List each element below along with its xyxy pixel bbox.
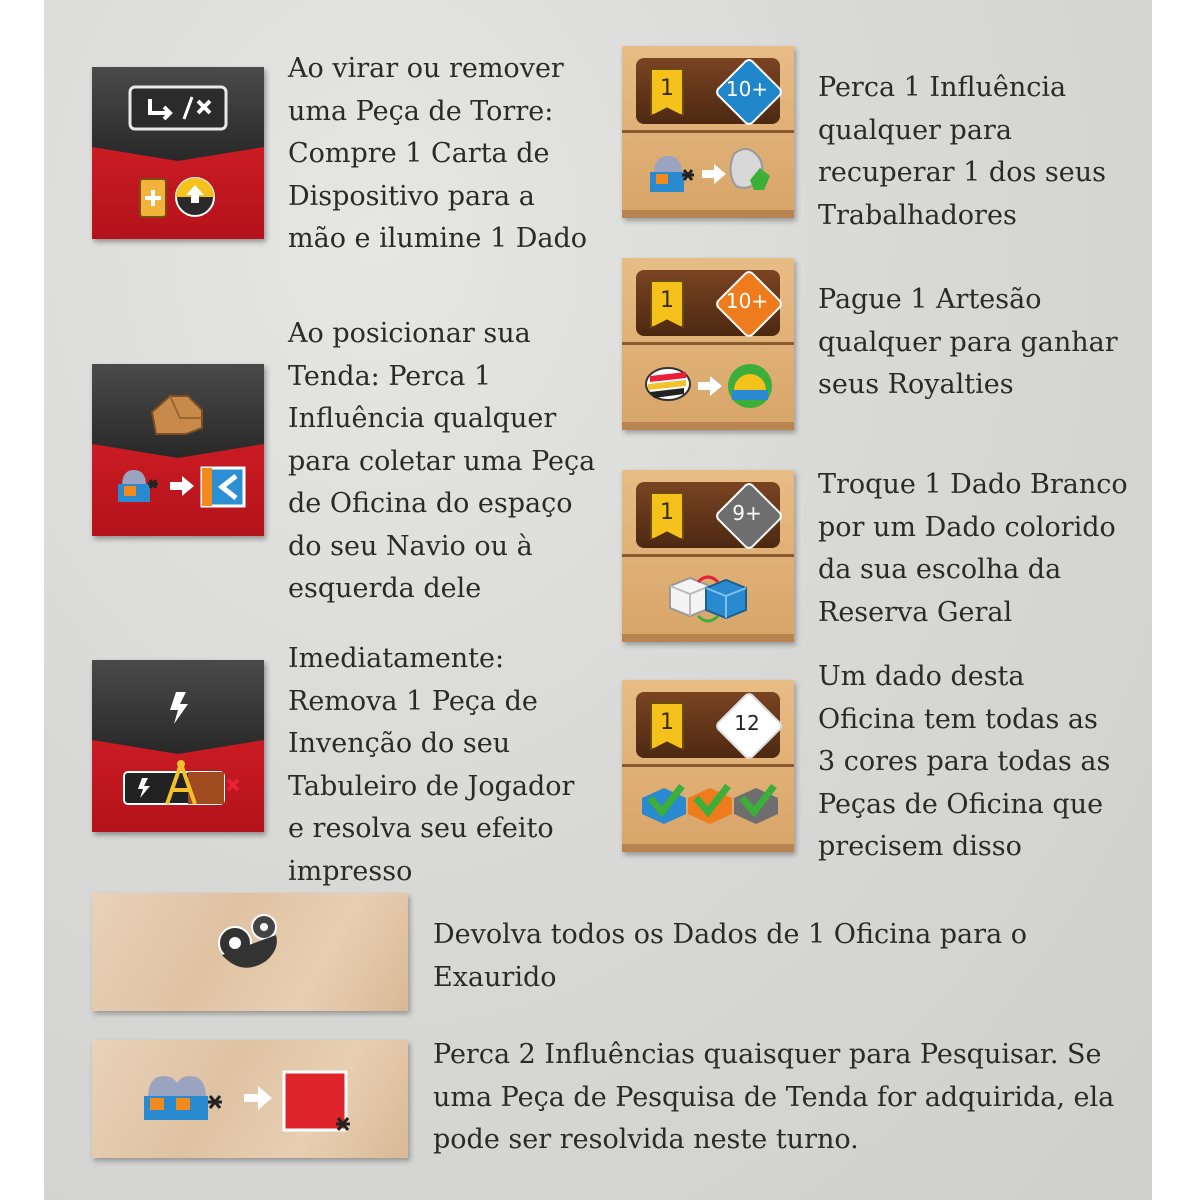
- tent-tile-text: Ao posicionar sua Tenda: Perca 1 Influência qualquer para coletar uma Peça de Oficina do espaço do seu Navio ou à esquerda dele: [288, 318, 596, 604]
- workshop-tile-1-text: Perca 1 Influência qualquer para recuperar 1 dos seus Trabalhadores: [818, 72, 1106, 231]
- workshop-tile-2: [622, 258, 794, 430]
- tile-4-level: 1: [660, 710, 674, 735]
- tent-tile: [92, 364, 264, 536]
- tent-icon: [92, 364, 264, 536]
- gears-icon: [92, 893, 408, 1011]
- exhaust-tile-text: Devolva todos os Dados de 1 Oficina para o Exaurido: [433, 919, 1027, 993]
- three-checkmarks-icon: [622, 768, 794, 844]
- recover-worker-icon: [622, 134, 794, 210]
- workshop-tile-3: [622, 470, 794, 642]
- tile-1-level: 1: [660, 76, 674, 101]
- tile-2-level: 1: [660, 288, 674, 313]
- workshop-tile-2-text: Pague 1 Artesão qualquer para ganhar seus Royalties: [818, 284, 1118, 400]
- tower-tile: [92, 67, 264, 239]
- invention-tile: [92, 660, 264, 832]
- tower-tile-text: Ao virar ou remover uma Peça de Torre: Compre 1 Carta de Dispositivo para a mão e ilumine 1 Dado: [288, 53, 587, 254]
- research-icon: [92, 1040, 408, 1158]
- royalties-icon: [622, 346, 794, 422]
- tile-3-level: 1: [660, 500, 674, 525]
- workshop-tile-1: [622, 46, 794, 218]
- research-tile: [92, 1040, 408, 1158]
- tile-2-die-value: 10+: [725, 289, 769, 313]
- tile-3-die-value: 9+: [732, 501, 762, 525]
- workshop-tile-4-text: Um dado desta Oficina tem todas as 3 cores para todas as Peças de Oficina que precisem disso: [818, 661, 1111, 862]
- workshop-tile-3-text: Troque 1 Dado Branco por um Dado colorido da sua escolha da Reserva Geral: [818, 469, 1128, 628]
- tile-1-die-value: 10+: [725, 77, 769, 101]
- workshop-tile-4: [622, 680, 794, 852]
- research-tile-text: Perca 2 Influências quaisquer para Pesquisar. Se uma Peça de Pesquisa de Tenda for adquirida, ela pode ser resolvida neste turno.: [433, 1039, 1115, 1155]
- invention-tile-text: Imediatamente: Remova 1 Peça de Invenção do seu Tabuleiro de Jogador e resolva seu efeito impresso: [288, 643, 575, 887]
- lightning-icon: [92, 660, 264, 832]
- exhaust-tile: [92, 893, 408, 1011]
- swap-dice-icon: [622, 558, 794, 634]
- tile-4-die-value: 12: [734, 711, 760, 735]
- flip-or-remove-icon: [92, 67, 264, 239]
